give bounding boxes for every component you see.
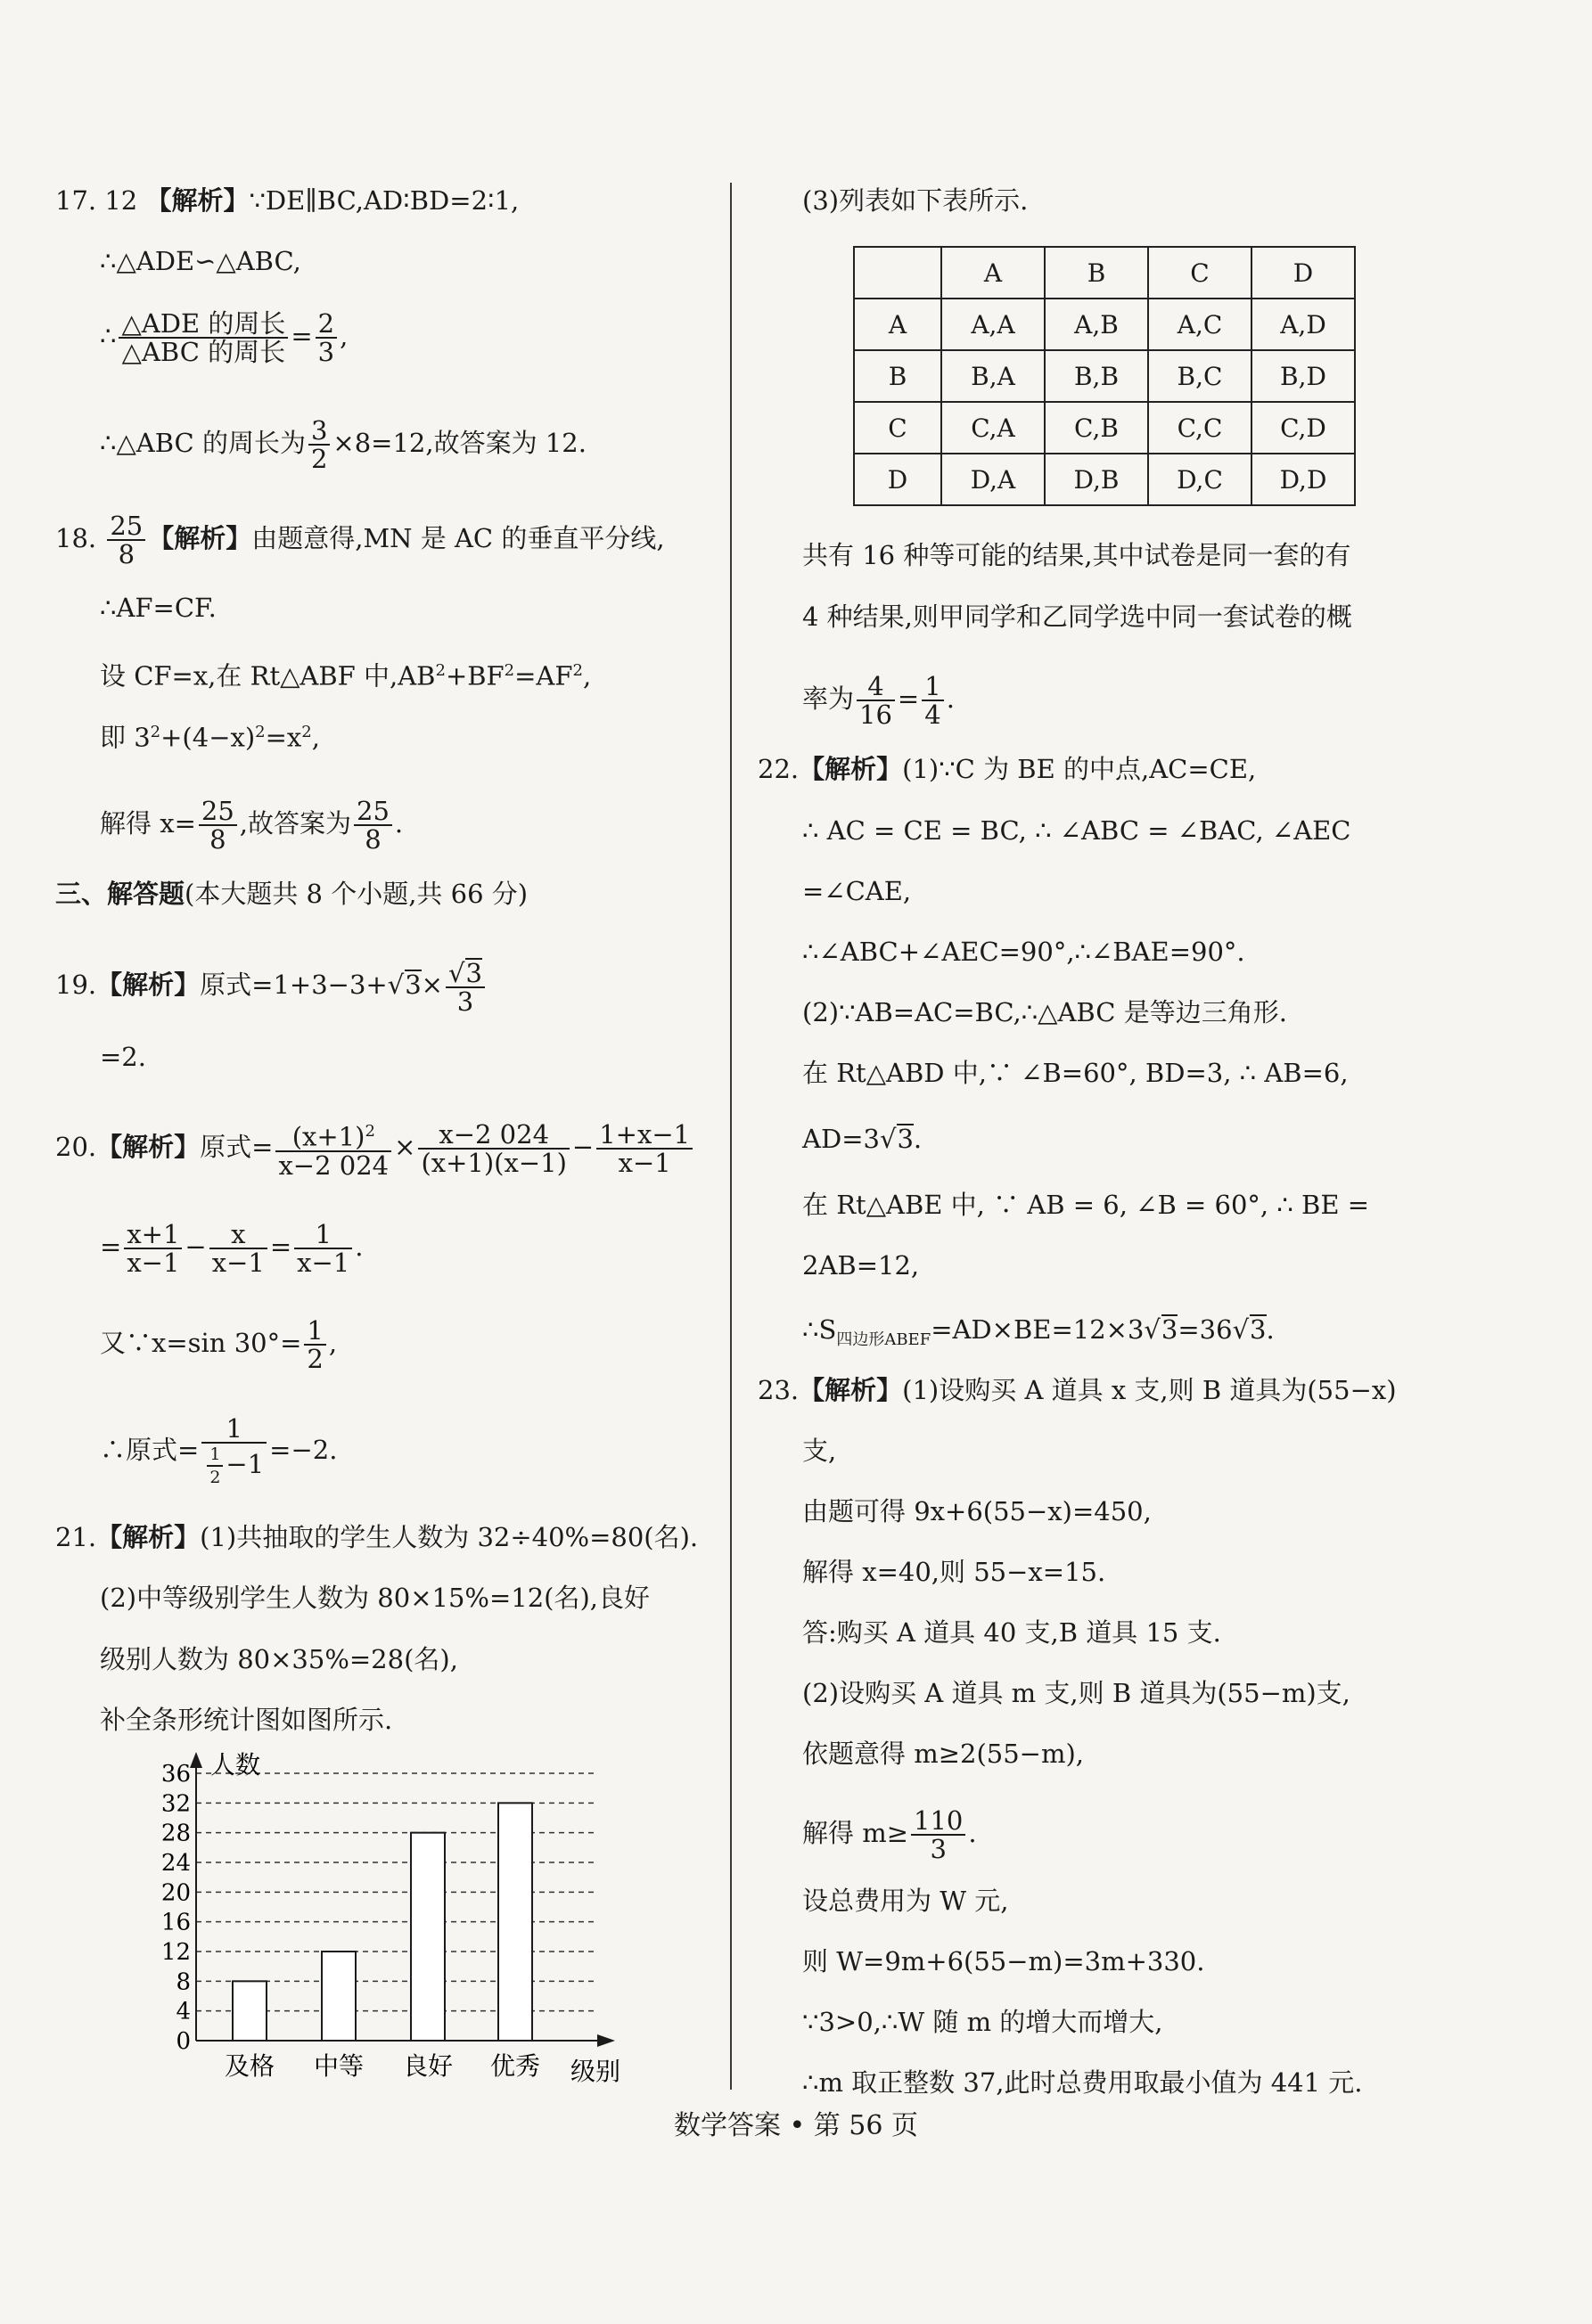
y-tick-label: 4 (176, 1998, 191, 2025)
table-cell: B (854, 350, 941, 402)
y-tick-label: 20 (160, 1879, 191, 1907)
table-cell: B,B (1045, 350, 1148, 402)
bar-chart (160, 1747, 660, 2094)
q17-line1: 17. 12 【解析】∵DE∥BC,AD∶BD=2∶1, (55, 185, 520, 216)
column-divider (730, 183, 732, 2090)
table-cell: A,D (1251, 299, 1355, 350)
q23-line10: 则 W=9m+6(55−m)=3m+330. (802, 1946, 1205, 1976)
y-tick-label: 8 (176, 1968, 191, 1996)
q18-line2: ∴AF=CF. (100, 593, 217, 623)
q23-line8: 解得 m≥ $\frac{110}{3}$ . (802, 1805, 977, 1864)
q21c-line3: 率为 $\frac{4}{16}$ = $\frac{1}{4}$ . (802, 671, 955, 730)
q17-line2: ∴△ADE∽△ABC, (100, 246, 301, 276)
q21-line3: 级别人数为 80×35%=28(名), (100, 1644, 458, 1674)
table-header-cell: B (1045, 247, 1148, 299)
q22-line2: ∴ AC = CE = BC, ∴ ∠ABC = ∠BAC, ∠AEC (802, 815, 1351, 846)
page-footer: 数学答案 • 第 56 页 (673, 2110, 918, 2141)
q23-line7: 依题意得 m≥2(55−m), (802, 1739, 1085, 1769)
chart-categories (225, 2051, 540, 2081)
q21c-line2: 4 种结果,则甲同学和乙同学选中同一套试卷的概 (802, 601, 1352, 632)
table-cell: C (854, 402, 941, 454)
table-cell: A,C (1148, 299, 1251, 350)
y-tick-label: 16 (160, 1909, 191, 1936)
q21-line2: (2)中等级别学生人数为 80×15%=12(名),良好 (100, 1583, 651, 1613)
x-category-label: 良好 (402, 2051, 454, 2081)
table-intro: (3)列表如下表所示. (802, 185, 1029, 216)
q23-line1: 23.【解析】(1)设购买 A 道具 x 支,则 B 道具为(55−x) (758, 1375, 1397, 1405)
section-3-heading: 三、解答题(本大题共 8 个小题,共 66 分) (55, 879, 529, 909)
table-header-cell: A (941, 247, 1045, 299)
bar-优秀 (498, 1803, 532, 2041)
table-header-cell (854, 247, 941, 299)
bar-中等 (322, 1952, 356, 2041)
x-category-label: 优秀 (489, 2051, 541, 2081)
table-row (854, 299, 1355, 350)
x-axis-label: 级别 (570, 2057, 621, 2086)
q21c-line1: 共有 16 种等可能的结果,其中试卷是同一套的有 (802, 540, 1351, 570)
q22-line6: 在 Rt△ABD 中,∵ ∠B=60°, BD=3, ∴ AB=6, (802, 1058, 1349, 1088)
q23-line6: (2)设购买 A 道具 m 支,则 B 道具为(55−m)支, (802, 1678, 1350, 1708)
table-cell: D,A (941, 454, 1045, 505)
q22-line3: =∠CAE, (802, 876, 912, 906)
table-cell: D,B (1045, 454, 1148, 505)
y-axis-arrow (190, 1752, 202, 1768)
x-axis-arrow (597, 2034, 615, 2047)
bar-良好 (411, 1833, 445, 2041)
y-tick-label: 24 (160, 1850, 191, 1877)
table-cell: D (854, 454, 941, 505)
table-row (854, 402, 1355, 454)
q19-line1: 19.【解析】原式=1+3−3+√3× $\frac{√3}{3}$ (55, 958, 488, 1015)
q17-line3: ∴ $\frac{\text{△ADE 的周长}}{\text{△ABC 的周长}}$ = $\frac{2}{3}$ , (100, 308, 349, 367)
q22-line7: AD=3√3. (802, 1124, 923, 1154)
table-cell: A (854, 299, 941, 350)
table-cell: C,A (941, 402, 1045, 454)
chart-grid (196, 1773, 597, 2011)
x-category-label: 及格 (224, 2051, 275, 2081)
table-cell: C,C (1148, 402, 1251, 454)
table-header-cell: D (1251, 247, 1355, 299)
table-row (854, 454, 1355, 505)
y-tick-label: 12 (160, 1939, 191, 1966)
q23-line3: 由题可得 9x+6(55−x)=450, (802, 1496, 1152, 1526)
table-cell: C,B (1045, 402, 1148, 454)
table-header-cell: C (1148, 247, 1251, 299)
q23-line9: 设总费用为 W 元, (802, 1886, 1009, 1916)
table-cell: B,C (1148, 350, 1251, 402)
q18-line4: 即 $3^2+(4-x)^2=x^2$, (100, 722, 320, 753)
table-cell: D,D (1251, 454, 1355, 505)
q22-line1: 22.【解析】(1)∵C 为 BE 的中点,AC=CE, (758, 754, 1257, 784)
q20-line4: ∴原式= 1 $\frac{1}{2}$ −1 =−2. (100, 1413, 338, 1487)
q22-line8: 在 Rt△ABE 中, ∵ AB = 6, ∠B = 60°, ∴ BE = (802, 1190, 1370, 1220)
table-cell: C,D (1251, 402, 1355, 454)
q22-line5: (2)∵AB=AC=BC,∴△ABC 是等边三角形. (802, 997, 1287, 1027)
table-cell: B,D (1251, 350, 1355, 402)
q20-line1: 20.【解析】原式= $\frac{(x+1)^2}{x-2 024}$ × $\frac{x-2 024}{(x+1)(x-1)}$ − $\frac{1+x-1}{x-1}$ (55, 1118, 695, 1179)
x-category-label: 中等 (313, 2051, 365, 2081)
table-cell: D,C (1148, 454, 1251, 505)
y-tick-label: 0 (176, 2028, 191, 2055)
bar-及格 (233, 1981, 267, 2041)
y-tick-label: 28 (160, 1820, 191, 1847)
q21-line1: 21.【解析】(1)共抽取的学生人数为 32÷40%=80(名). (55, 1522, 699, 1552)
q23-line5: 答:购买 A 道具 40 支,B 道具 15 支. (802, 1617, 1221, 1648)
q22-line10: $\therefore S_{四边形ABEF}=AD\times BE=12\times 3√3=36√3$. (802, 1314, 1275, 1349)
table-cell: A,A (941, 299, 1045, 350)
q18-line1: 18. $\frac{25}{8}$ 【解析】由题意得,MN 是 AC 的垂直平分线, (55, 511, 665, 569)
q20-line2: = $\frac{x+1}{x-1}$ − $\frac{x}{x-1}$ = $\frac{1}{x-1}$ . (100, 1219, 364, 1278)
q20-line3: 又∵x=sin 30°= $\frac{1}{2}$ , (100, 1315, 338, 1374)
q23-line4: 解得 x=40,则 55−x=15. (802, 1557, 1106, 1587)
q18-line5: 解得 x= $\frac{25}{8}$ ,故答案为 $\frac{25}{8}$ . (100, 796, 404, 855)
table-cell: A,B (1045, 299, 1148, 350)
outcome-table (853, 246, 1356, 506)
table-cell: B,A (941, 350, 1045, 402)
y-tick-label: 32 (160, 1790, 191, 1818)
y-axis-label: 人数 (210, 1750, 261, 1780)
q23-line12: ∴m 取正整数 37,此时总费用取最小值为 441 元. (802, 2067, 1363, 2098)
table-header-row (854, 247, 1355, 299)
chart-ticks (161, 1761, 191, 2055)
y-tick-label: 36 (160, 1761, 191, 1788)
q23-line11: ∵3>0,∴W 随 m 的增大而增大, (802, 2007, 1163, 2037)
q18-line3: 设 CF=x,在 Rt△ABF 中$,AB^2+BF^2=AF^2$, (100, 660, 592, 691)
q17-line4: ∴△ABC 的周长为 $\frac{3}{2}$ ×8=12,故答案为 12. (100, 415, 587, 474)
q19-line2: =2. (100, 1042, 146, 1072)
q21-line4: 补全条形统计图如图所示. (100, 1705, 393, 1735)
table-row (854, 350, 1355, 402)
q22-line9: 2AB=12, (802, 1250, 920, 1281)
q22-line4: ∴∠ABC+∠AEC=90°,∴∠BAE=90°. (802, 937, 1245, 967)
q23-line2: 支, (802, 1436, 837, 1466)
